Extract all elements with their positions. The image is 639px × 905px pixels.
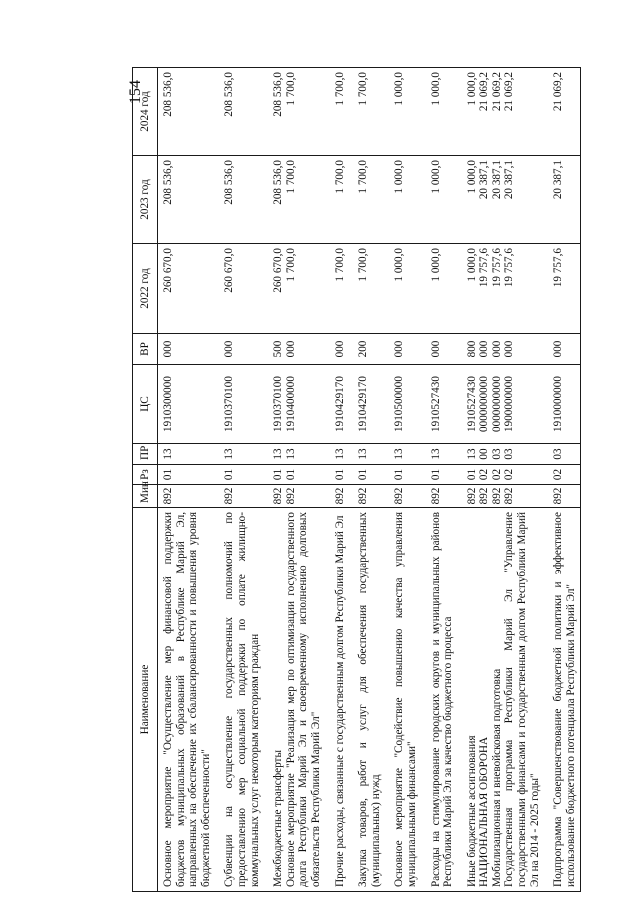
row-name: Межбюджетные трансферты: [272, 508, 285, 892]
row-cs: 1900000000: [503, 365, 552, 444]
row-vr: 000: [478, 334, 491, 365]
row-min: 892: [357, 485, 393, 508]
table-row: [491, 68, 504, 892]
row-2022: 260 670,0: [272, 244, 285, 334]
row-2023: 20 387,1: [503, 156, 552, 244]
table-row: [552, 68, 581, 892]
row-2023: 20 387,1: [491, 156, 504, 244]
row-min: 892: [552, 485, 581, 508]
row-2023: 1 000,0: [466, 156, 479, 244]
budget-table-rotated: [132, 68, 577, 892]
row-vr: 000: [503, 334, 552, 365]
row-pr: 03: [491, 444, 504, 465]
row-cs: 0000000000: [491, 365, 504, 444]
row-2022: 19 757,6: [552, 244, 581, 334]
row-name: Основное мероприятие "Осуществление мер финансовой поддержки бюджетов муниципальных образований в Республике Марий Эл, направленных на обеспечение их сбалансированности и повышения уровня бюджетной обеспеченности": [158, 508, 224, 892]
row-2024: 21 069,2: [478, 68, 491, 156]
row-2024: 1 000,0: [393, 68, 429, 156]
table-row: [285, 68, 334, 892]
row-pr: 00: [478, 444, 491, 465]
header-2022: 2022 год: [133, 244, 158, 334]
row-cs: 1910527430: [466, 365, 479, 444]
row-2024: 208 536,0: [158, 68, 224, 156]
row-2023: 1 000,0: [393, 156, 429, 244]
row-name: Мобилизационная и вневойсковая подготовка: [491, 508, 504, 892]
row-rz: 01: [466, 465, 479, 485]
row-2024: 1 000,0: [430, 68, 466, 156]
row-pr: 03: [552, 444, 581, 465]
header-2023: 2023 год: [133, 156, 158, 244]
row-2022: 1 000,0: [466, 244, 479, 334]
row-2024: 1 700,0: [285, 68, 334, 156]
table-row: [478, 68, 491, 892]
row-name: Основное мероприятие "Содействие повышению качества управления муниципальными финансами": [393, 508, 429, 892]
row-2022: 1 000,0: [430, 244, 466, 334]
table-row: [503, 68, 552, 892]
row-pr: 13: [430, 444, 466, 465]
row-name: Подпрограмма "Совершенствование бюджетной политики и эффективное использование бюджетного потенциала Республики Марий Эл": [552, 508, 581, 892]
table-row: [158, 68, 224, 892]
row-pr: 13: [158, 444, 224, 465]
row-cs: 1910500000: [393, 365, 429, 444]
row-2023: 1 700,0: [334, 156, 358, 244]
row-rz: 01: [357, 465, 393, 485]
row-vr: 000: [285, 334, 334, 365]
row-vr: 000: [334, 334, 358, 365]
row-rz: 02: [552, 465, 581, 485]
row-name: Прочие расходы, связанные с государственным долгом Республики Марий Эл: [334, 508, 358, 892]
table-row: [430, 68, 466, 892]
header-pr: ПР: [133, 444, 158, 465]
page-number: 154: [127, 80, 144, 104]
row-cs: 0000000000: [478, 365, 491, 444]
row-2022: 1 700,0: [357, 244, 393, 334]
row-2023: 1 700,0: [357, 156, 393, 244]
row-min: 892: [503, 485, 552, 508]
row-pr: 03: [503, 444, 552, 465]
row-cs: 1910370100: [272, 365, 285, 444]
row-cs: 1910370100: [223, 365, 272, 444]
table-header-row: [133, 68, 158, 892]
budget-table: [132, 67, 581, 892]
row-vr: 500: [272, 334, 285, 365]
row-cs: 1910300000: [158, 365, 224, 444]
row-2022: 260 670,0: [158, 244, 224, 334]
row-vr: 800: [466, 334, 479, 365]
row-2024: 21 069,2: [491, 68, 504, 156]
row-name: Закупка товаров, работ и услуг для обеспечения государственных (муниципальных) нужд: [357, 508, 393, 892]
row-2024: 208 536,0: [272, 68, 285, 156]
row-cs: 1910400000: [285, 365, 334, 444]
row-min: 892: [272, 485, 285, 508]
table-row: [357, 68, 393, 892]
row-min: 892: [285, 485, 334, 508]
row-2022: 19 757,6: [503, 244, 552, 334]
row-rz: 02: [491, 465, 504, 485]
row-vr: 000: [491, 334, 504, 365]
row-pr: 13: [272, 444, 285, 465]
header-rz: Рз: [133, 465, 158, 485]
header-vr: ВР: [133, 334, 158, 365]
row-name: Субвенции на осуществление государственных полномочий по предоставлению мер социальной поддержки по оплате жилищно-коммунальных услуг некоторым категориям граждан: [223, 508, 272, 892]
row-2022: 1 000,0: [393, 244, 429, 334]
row-name: Основное мероприятие "Реализация мер по оптимизации государственного долга Республики Марий Эл и своевременному исполнению долговых обязательств Республики Марий Эл": [285, 508, 334, 892]
row-min: 892: [430, 485, 466, 508]
row-cs: 1910527430: [430, 365, 466, 444]
row-vr: 000: [223, 334, 272, 365]
row-2022: 1 700,0: [285, 244, 334, 334]
row-rz: 02: [478, 465, 491, 485]
row-min: 892: [478, 485, 491, 508]
header-name: Наименование: [133, 508, 158, 892]
row-2024: 21 069,2: [552, 68, 581, 156]
row-2023: 1 700,0: [285, 156, 334, 244]
header-cs: ЦС: [133, 365, 158, 444]
row-cs: 1910429170: [334, 365, 358, 444]
row-min: 892: [223, 485, 272, 508]
row-vr: 000: [552, 334, 581, 365]
row-vr: 000: [158, 334, 224, 365]
row-2022: 19 757,6: [478, 244, 491, 334]
row-name: Расходы на стимулирование городских округов и муниципальных районов Республики Марий Эл за качество бюджетного процесса: [430, 508, 466, 892]
row-2024: 208 536,0: [223, 68, 272, 156]
table-row: [272, 68, 285, 892]
row-cs: 1910000000: [552, 365, 581, 444]
row-2024: 1 700,0: [357, 68, 393, 156]
row-min: 892: [466, 485, 479, 508]
row-vr: 000: [430, 334, 466, 365]
row-rz: 01: [334, 465, 358, 485]
row-cs: 1910429170: [357, 365, 393, 444]
row-vr: 200: [357, 334, 393, 365]
row-min: 892: [491, 485, 504, 508]
row-2022: 260 670,0: [223, 244, 272, 334]
row-rz: 02: [503, 465, 552, 485]
table-row: [466, 68, 479, 892]
row-2022: 1 700,0: [334, 244, 358, 334]
row-min: 892: [334, 485, 358, 508]
row-pr: 13: [285, 444, 334, 465]
row-2024: 1 000,0: [466, 68, 479, 156]
row-pr: 13: [357, 444, 393, 465]
row-pr: 13: [223, 444, 272, 465]
row-name: НАЦИОНАЛЬНАЯ ОБОРОНА: [478, 508, 491, 892]
row-min: 892: [393, 485, 429, 508]
row-rz: 01: [393, 465, 429, 485]
header-min: Мин: [133, 485, 158, 508]
header-2024: 2024 год: [133, 68, 158, 156]
row-rz: 01: [223, 465, 272, 485]
table-row: [223, 68, 272, 892]
row-pr: 13: [334, 444, 358, 465]
row-pr: 13: [393, 444, 429, 465]
row-2023: 1 000,0: [430, 156, 466, 244]
row-2024: 1 700,0: [334, 68, 358, 156]
table-row: [393, 68, 429, 892]
row-rz: 01: [285, 465, 334, 485]
row-rz: 01: [430, 465, 466, 485]
table-row: [334, 68, 358, 892]
row-rz: 01: [272, 465, 285, 485]
row-name: Государственная программа Республики Марий Эл "Управление государственными финансами и государственным долгом Республики Марий Эл на 2014 - 2025 годы": [503, 508, 552, 892]
row-2023: 208 536,0: [272, 156, 285, 244]
row-pr: 13: [466, 444, 479, 465]
row-2024: 21 069,2: [503, 68, 552, 156]
row-2023: 208 536,0: [158, 156, 224, 244]
row-name: Иные бюджетные ассигнования: [466, 508, 479, 892]
row-2023: 20 387,1: [478, 156, 491, 244]
row-rz: 01: [158, 465, 224, 485]
row-2022: 19 757,6: [491, 244, 504, 334]
row-2023: 20 387,1: [552, 156, 581, 244]
row-2023: 208 536,0: [223, 156, 272, 244]
row-vr: 000: [393, 334, 429, 365]
row-min: 892: [158, 485, 224, 508]
